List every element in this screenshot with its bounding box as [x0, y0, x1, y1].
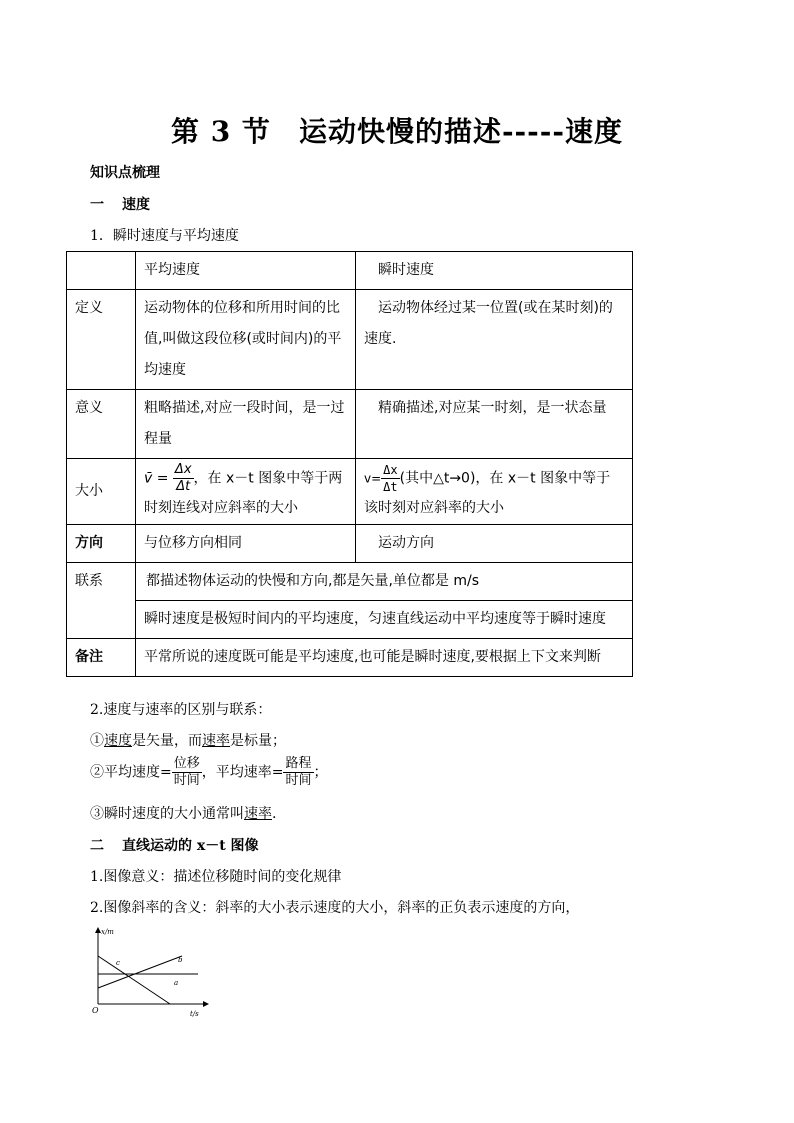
- row-label-meaning: 意义: [67, 390, 136, 459]
- magnitude-instant: v= $\frac{\Delta x}{\Delta t}$ (其中△t→0)，在 x－t 图象中等于该时刻对应斜率的大小: [356, 459, 633, 525]
- item-average-formulas: ②平均速度= $\frac{\text{位移}}{\text{时间}}$ ，平均速率= $\frac{\text{路程}}{\text{时间}}$ ；: [90, 756, 328, 788]
- subheading-speed-vs-rate: 2.速度与速率的区别与联系：: [90, 702, 272, 718]
- knowledge-heading: 知识点梳理: [90, 165, 160, 181]
- line-c-label: c: [116, 959, 120, 967]
- table-row: [67, 390, 633, 459]
- meaning-instant: 精确描述,对应某一时刻，是一状态量: [356, 390, 633, 459]
- line-b: [98, 956, 182, 988]
- row-label-magnitude: 大小: [67, 459, 136, 525]
- relation-line-1: 都描述物体运动的快慢和方向,都是矢量,单位都是 m/s: [136, 563, 633, 601]
- table-row: [67, 525, 633, 563]
- line-c: [98, 956, 170, 1004]
- table-row: [67, 252, 633, 290]
- item-instant-speed: ③瞬时速度的大小通常叫速率.: [90, 806, 277, 822]
- row-label-definition: 定义: [67, 290, 136, 390]
- direction-average: 与位移方向相同: [136, 525, 356, 563]
- line-b-label: b: [178, 956, 183, 964]
- subheading-instant-average: 1．瞬时速度与平均速度: [90, 228, 239, 244]
- x-axis-label: t/s: [190, 1010, 199, 1018]
- item-vector-scalar: ①速度是矢量，而速率是标量；: [90, 733, 286, 749]
- y-axis-label: x/m: [101, 928, 114, 936]
- header-average-velocity: 平均速度: [136, 252, 356, 290]
- relation-line-2: 瞬时速度是极短时间内的平均速度，匀速直线运动中平均速度等于瞬时速度: [136, 601, 633, 639]
- row-label-note: 备注: [67, 639, 136, 677]
- magnitude-average: v̄ = $\frac{\Delta x}{\Delta t}$ ，在 x－t 图象中等于两时刻连线对应斜率的大小: [136, 459, 356, 525]
- table-row: [67, 601, 633, 639]
- velocity-comparison-table: [66, 251, 633, 677]
- table-cell: [67, 252, 136, 290]
- header-instant-velocity: 瞬时速度: [356, 252, 633, 290]
- definition-instant: 运动物体经过某一位置(或在某时刻)的速度.: [356, 290, 633, 390]
- slope-meaning: 2.图像斜率的含义：斜率的大小表示速度的大小，斜率的正负表示速度的方向，: [90, 900, 580, 916]
- definition-average: 运动物体的位移和所用时间的比值,叫做这段位移(或时间内)的平均速度: [136, 290, 356, 390]
- table-row: [67, 639, 633, 677]
- row-label-relation: 联系: [67, 563, 136, 639]
- origin-label: O: [92, 1006, 99, 1015]
- section-one-heading: 一 速度: [90, 197, 150, 213]
- table-row: [67, 290, 633, 390]
- note-text: 平常所说的速度既可能是平均速度,也可能是瞬时速度,要根据上下文来判断: [136, 639, 633, 677]
- graph-meaning: 1.图像意义：描述位移随时间的变化规律: [90, 869, 342, 885]
- table-row: [67, 459, 633, 525]
- meaning-average: 粗略描述,对应一段时间，是一过程量: [136, 390, 356, 459]
- direction-instant: 运动方向: [356, 525, 633, 563]
- section-two-heading: 二 直线运动的 x－t 图像: [90, 838, 259, 854]
- table-row: [67, 563, 633, 601]
- page-title: 第 3 节 运动快慢的描述-----速度: [170, 115, 624, 148]
- line-a-label: a: [174, 979, 179, 987]
- row-label-direction: 方向: [67, 525, 136, 563]
- x-t-graph: [86, 922, 216, 1022]
